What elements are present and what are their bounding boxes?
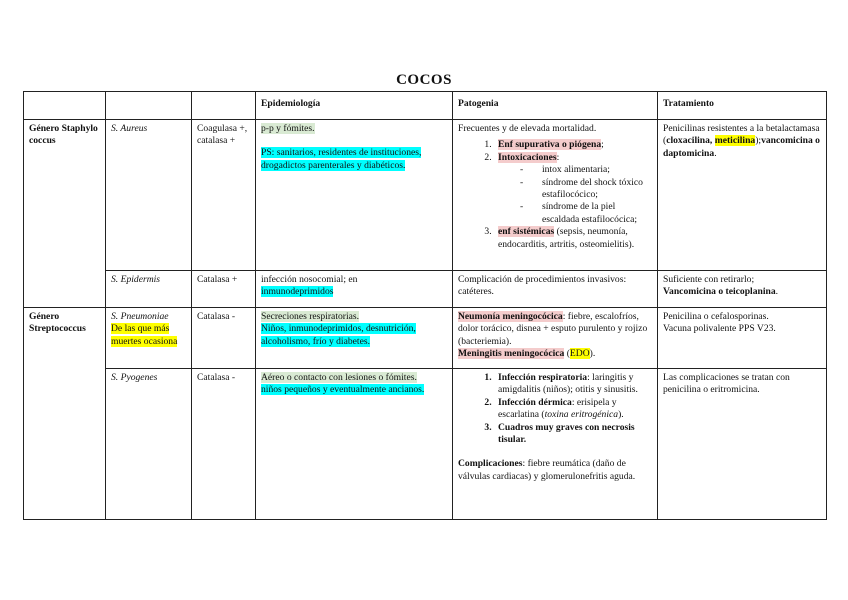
epidemiology-cell: infección nosocomial; en inmunodeprimidos [256,271,453,308]
list-item: - síndrome del shock tóxico estafilocócico; [520,177,652,202]
header-epidemiology: Epidemiología [256,92,453,120]
epidemiology-cell: Secreciones respiratorias. Niños, inmunodeprimidos, desnutrición, alcoholismo, frío y diabetes. [256,308,453,369]
list-item: - intox alimentaria; [520,164,652,176]
species-note: De las que más muertes ocasiona [111,323,178,347]
cocci-table [23,91,827,520]
pathogenesis-list [458,139,652,251]
treatment-cell: Penicilina o cefalosporinas. Vacuna polivalente PPS V23. [658,308,827,369]
header-treatment: Tratamiento [658,92,827,120]
header-row [24,92,827,120]
epidemiology-transmission: p-p y fómites. [261,123,315,134]
document-title: COCOS [396,72,452,88]
species-cell: S. Pneumoniae De las que más muertes ocasiona [106,308,192,369]
pathogenesis-cell [453,120,658,271]
list-item: 2. Infección dérmica: erisipela y escarlatina (toxina eritrogénica). [494,397,652,422]
list-item: 1. Infección respiratoria: laringitis y amigdalitis (niños); otitis y sinusitis. [494,372,652,397]
species-cell: S. Epidermis [106,271,192,308]
tests-cell: Coagulasa +, catalasa + [192,120,256,271]
complications: Complicaciones: fiebre reumática (daño de válvulas cardiacas) y glomerulonefritis aguda. [458,458,636,482]
edo-badge: EDO [569,348,590,360]
header-tests [192,92,256,120]
pathogenesis-intro: Frecuentes y de elevada mortalidad. [458,123,597,134]
header-genus [24,92,106,120]
treatment-cell: Suficiente con retirarlo; Vancomicina o teicoplanina. [658,271,827,308]
list-item: 3. Cuadros muy graves con necrosis tisular. [494,422,652,447]
pathogenesis-cell: Complicación de procedimientos invasivos: catéteres. [453,271,658,308]
tests-cell: Catalasa - [192,369,256,520]
table-row-s-epidermis [24,271,827,308]
table-row-s-aureus [24,120,827,271]
table-row-s-pyogenes [24,369,827,520]
tests-cell: Catalasa - [192,308,256,369]
table-row-s-pneumoniae [24,308,827,369]
pathogenesis-list [458,372,652,446]
epidemiology-cell: Aéreo o contacto con lesiones o fómites. niños pequeños y eventualmente ancianos. [256,369,453,520]
species-cell: S. Pyogenes [106,369,192,520]
list-item: 2. Intoxicaciones: - intox alimentaria; - síndrome del shock tóxico estafilocócico; - síndrome de la piel escaldada estafilocócica; [494,152,652,226]
sublist [498,164,652,226]
pathogenesis-cell: Neumonía meningocócica: fiebre, escalofríos, dolor torácico, disnea + esputo purulento y rojizo (bacteriemia). Meningitis meningocócica (EDO). [453,308,658,369]
header-species [106,92,192,120]
genus-streptococcus: Género Streptococcus [24,308,106,520]
species-cell: S. Aureus [106,120,192,271]
list-item: 3. enf sistémicas (sepsis, neumonía, endocarditis, artritis, osteomielitis). [494,226,652,251]
epidemiology-cell [256,120,453,271]
treatment-cell: Las complicaciones se tratan con penicilina o eritromicina. [658,369,827,520]
header-pathogenesis: Patogenia [453,92,658,120]
genus-staphylococcus: Género Staphylococcus [24,120,106,308]
highlighted-drug: meticilina [714,135,756,147]
pathogenesis-cell [453,369,658,520]
list-item: - síndrome de la piel escaldada estafilocócica; [520,201,652,226]
epidemiology-risk-groups: PS: sanitarios, residentes de instituciones, drogadictos parenterales y diabéticos. [261,147,422,171]
tests-cell: Catalasa + [192,271,256,308]
treatment-cell: Penicilinas resistentes a la betalactamasa (cloxacilina, meticilina);vancomicina o daptomicina. [658,120,827,271]
list-item: 1. Enf supurativa o piógena; [494,139,652,151]
